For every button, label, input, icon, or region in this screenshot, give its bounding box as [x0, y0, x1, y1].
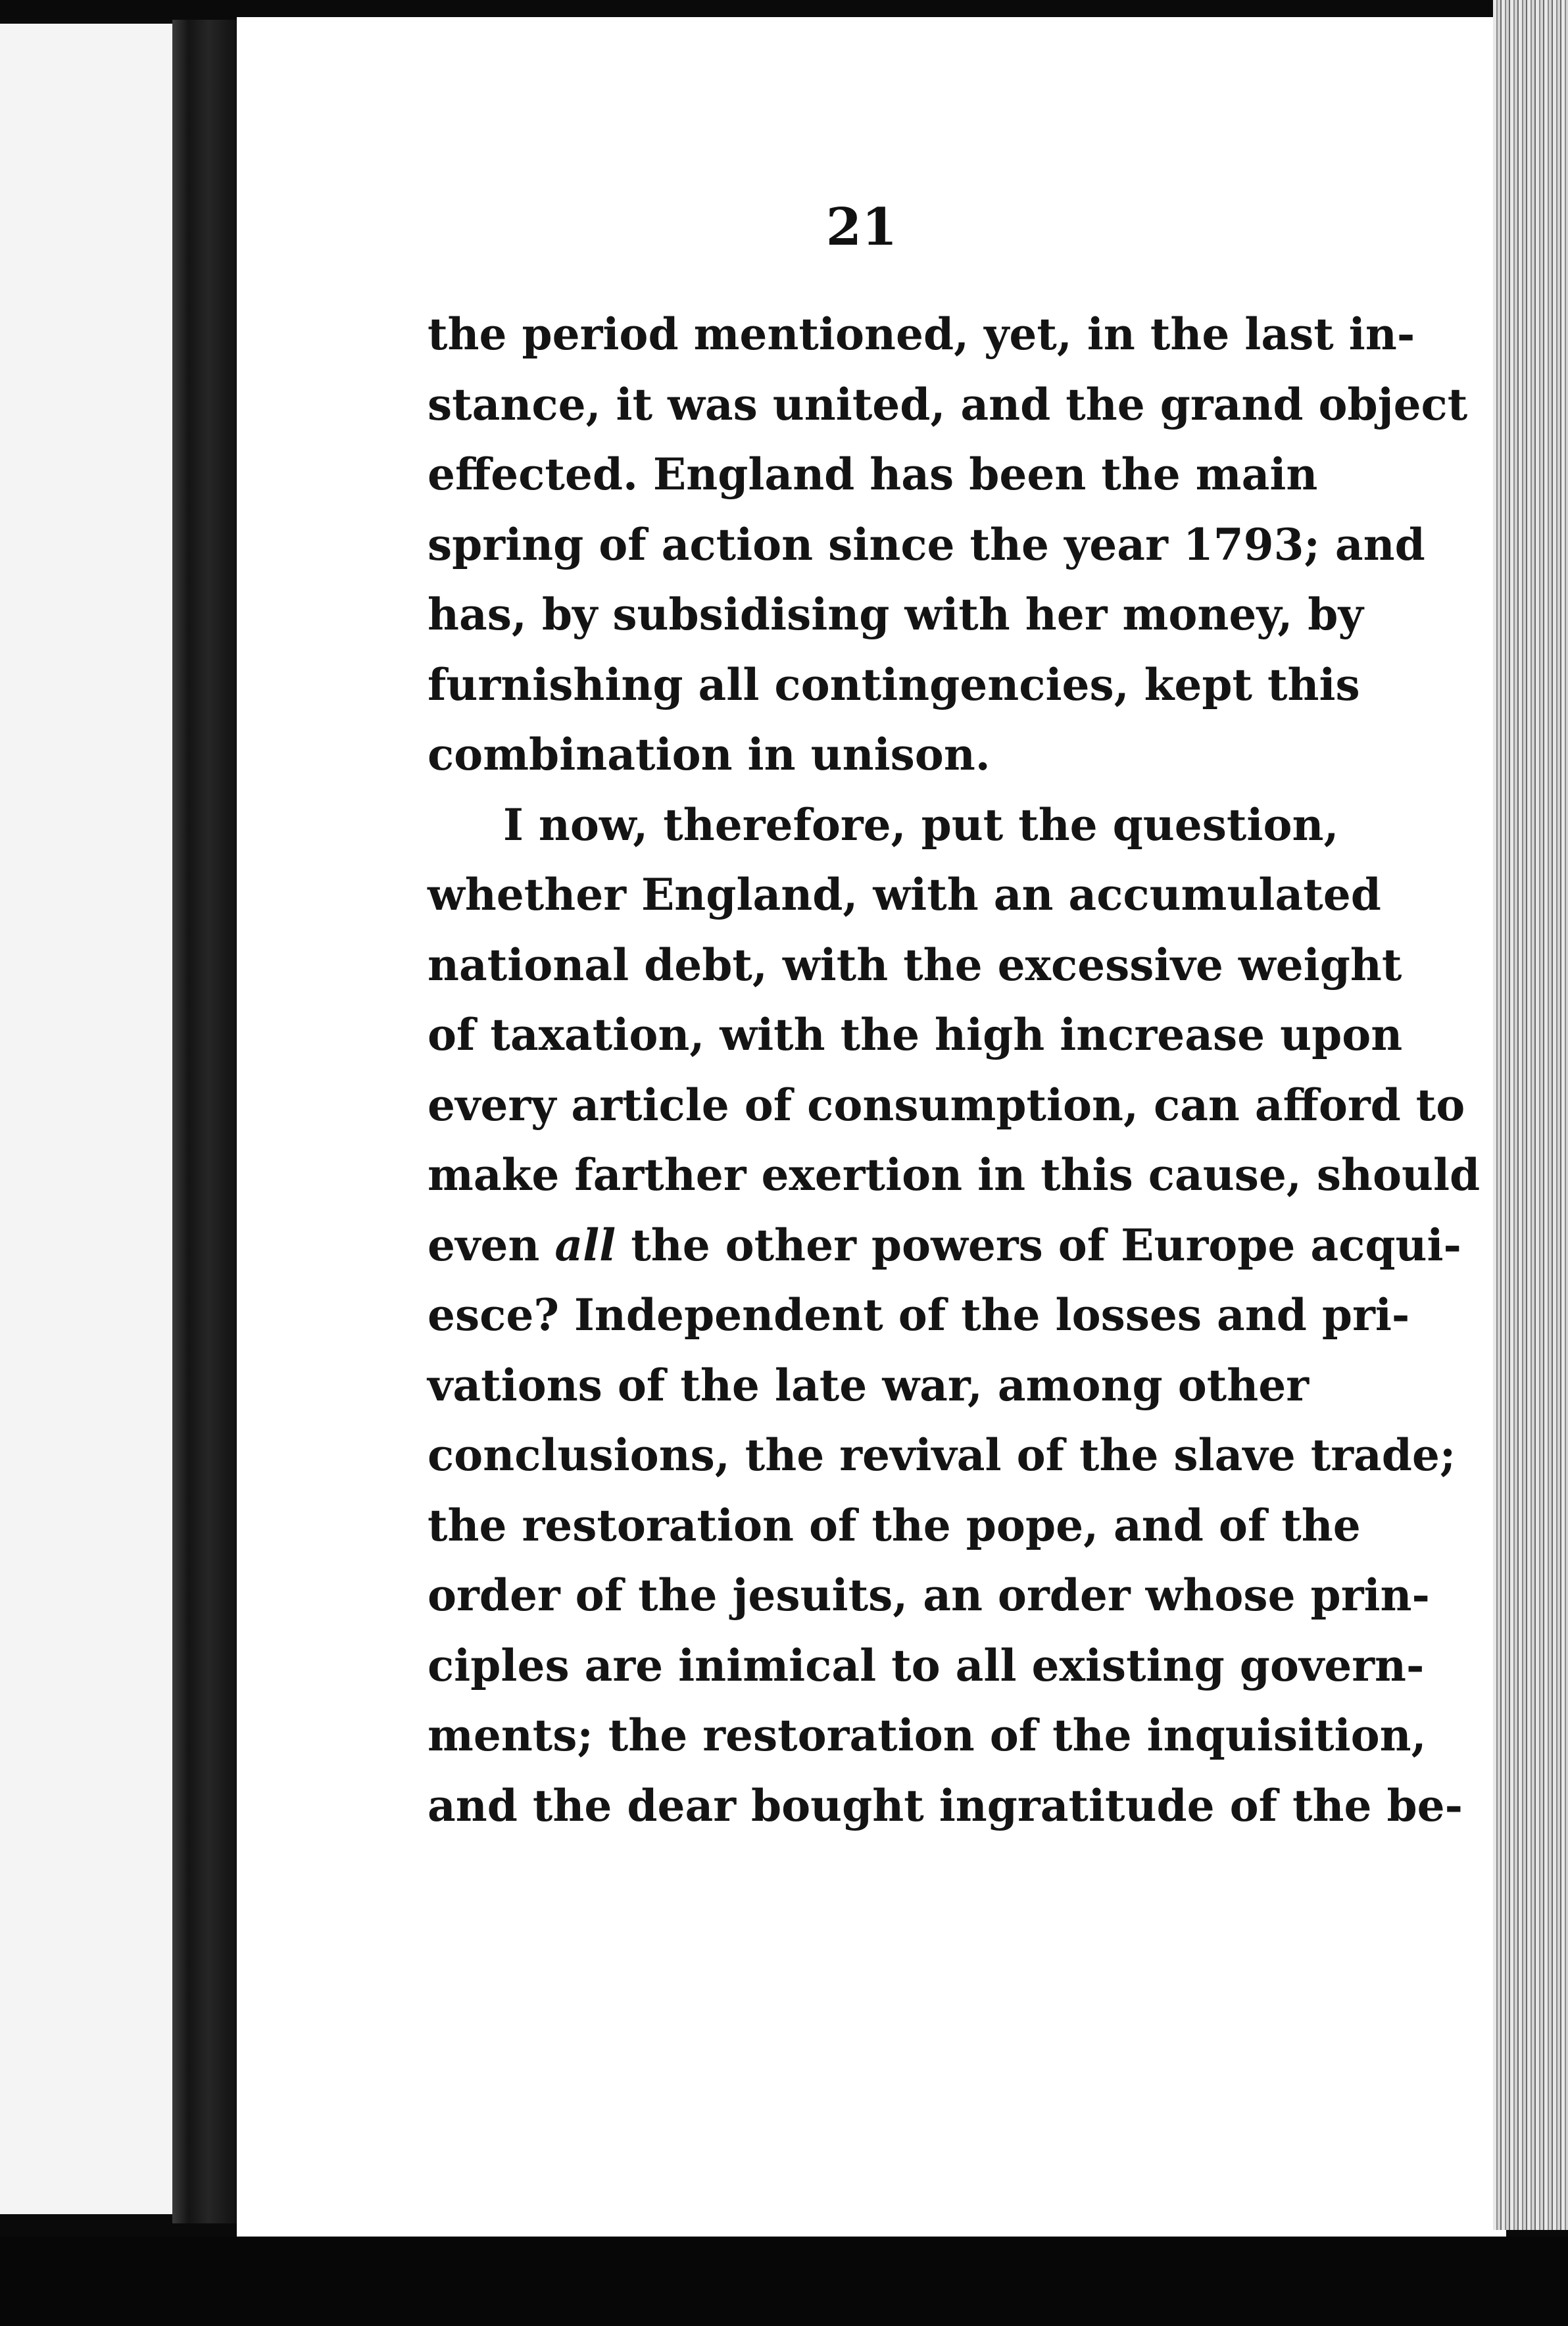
text-line: and the dear bought ingratitude of the be- — [428, 1779, 1463, 1831]
text-line: esce? Independent of the losses and pri- — [428, 1289, 1410, 1341]
text-line: ciples are inimical to all existing govern- — [428, 1639, 1425, 1691]
book-gutter — [172, 20, 238, 2223]
text-line: every article of consumption, can afford to — [428, 1079, 1465, 1131]
text-line: furnishing all contingencies, kept this — [428, 658, 1360, 710]
text-line: whether England, with an accumulated — [428, 869, 1381, 920]
paragraph-start-line: I now, therefore, put the question, — [503, 799, 1339, 851]
text-line: spring of action since the year 1793; and — [428, 518, 1425, 570]
page-edges — [1493, 0, 1568, 2230]
page-number: 21 — [825, 197, 898, 257]
text-line: make farther exertion in this cause, should — [428, 1149, 1481, 1200]
text-fragment: the other powers of Europe acqui- — [631, 1219, 1461, 1271]
text-line: combination in unison. — [428, 729, 991, 780]
text-line: national debt, with the excessive weight — [428, 939, 1402, 991]
text-line: conclusions, the revival of the slave trade; — [428, 1429, 1456, 1481]
text-line-with-italic — [428, 1210, 1461, 1281]
body-text — [428, 299, 1481, 1841]
text-line: ments; the restoration of the inquisition, — [428, 1710, 1427, 1761]
text-line: order of the jesuits, an order whose prin- — [428, 1570, 1430, 1621]
text-line: of taxation, with the high increase upon — [428, 1009, 1403, 1060]
text-line: effected. England has been the main — [428, 449, 1318, 500]
bottom-background — [0, 2237, 1568, 2326]
left-facing-page — [0, 24, 179, 2214]
text-line: has, by subsidising with her money, by — [428, 589, 1363, 640]
text-line: vations of the late war, among other — [428, 1359, 1309, 1411]
text-line: the restoration of the pope, and of the — [428, 1499, 1361, 1551]
text-fragment: even — [428, 1219, 540, 1271]
text-line: the period mentioned, yet, in the last in- — [428, 309, 1415, 360]
text-line: stance, it was united, and the grand object — [428, 378, 1468, 430]
italic-word: all — [554, 1219, 616, 1271]
